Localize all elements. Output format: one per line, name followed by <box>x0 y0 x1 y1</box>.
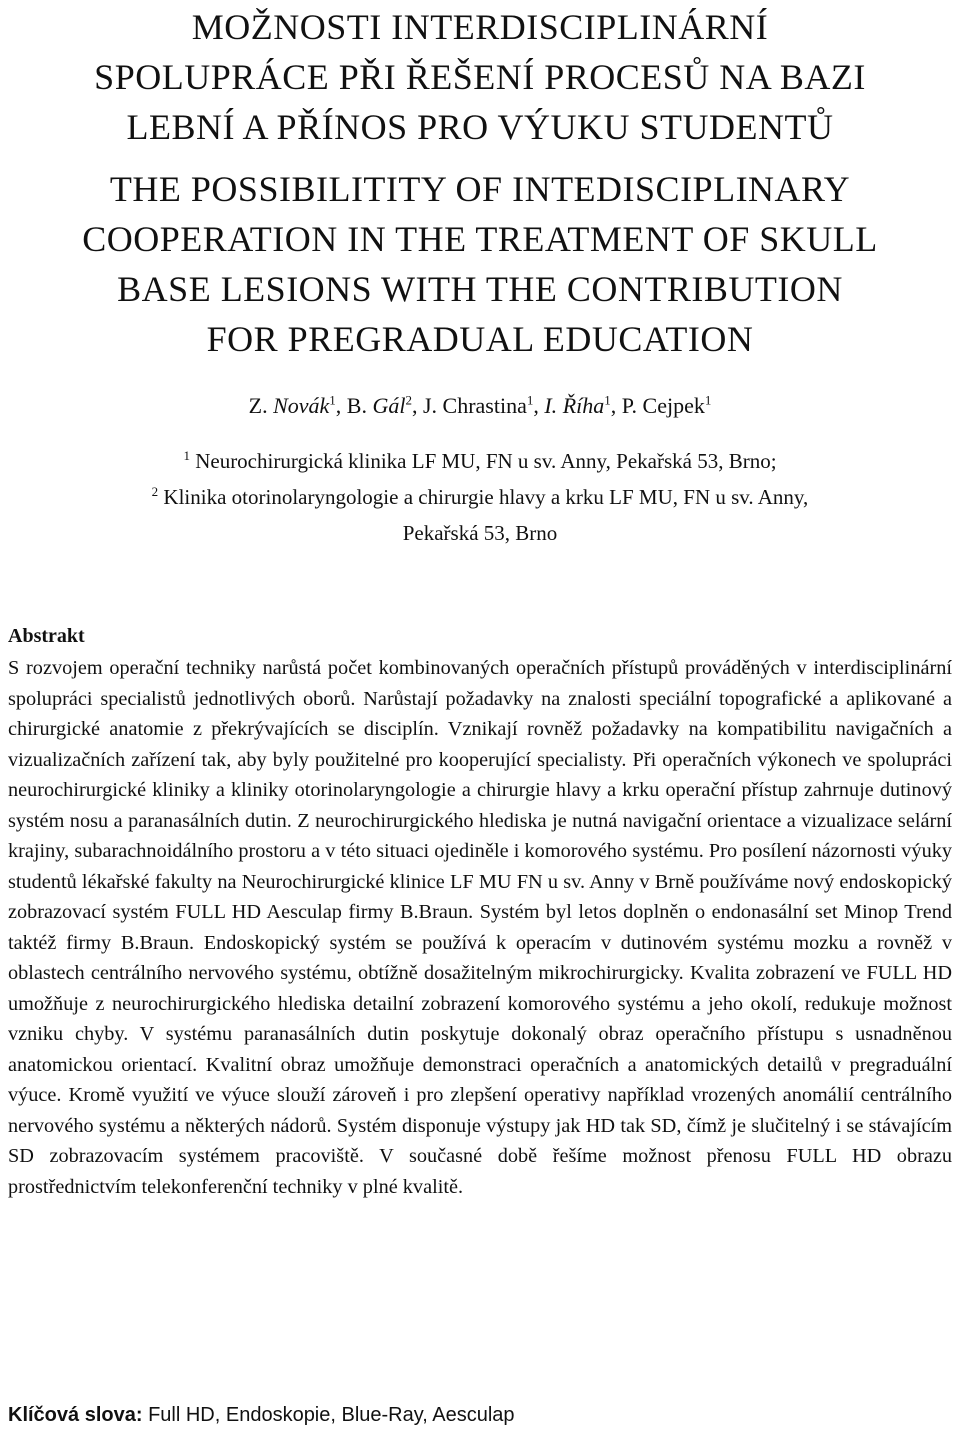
title-english <box>0 164 960 364</box>
title-czech-line: LEBNÍ A PŘÍNOS PRO VÝUKU STUDENTŮ <box>126 107 834 147</box>
author: J. Chrastina$^1$ <box>422 392 534 418</box>
affiliation-2: $^2$ Klinika otorinolaryngologie a chirurgie hlavy a krku LF MU, FN u sv. Anny, <box>151 484 809 509</box>
affiliation-1: $^1$ Neurochirurgická klinika LF MU, FN u sv. Anny, Pekařská 53, Brno; <box>183 448 777 473</box>
title-czech-line: MOŽNOSTI INTERDISCIPLINÁRNÍ <box>191 7 769 47</box>
keywords-value: Full HD, Endoskopie, Blue-Ray, Aesculap <box>142 1404 515 1426</box>
abstract-heading: Abstrakt <box>8 625 85 647</box>
keywords <box>8 1401 515 1429</box>
abstract-text: S rozvojem operační techniky narůstá počet kombinovaných operačních přístupů prováděných v interdisciplinární spolupráci specialistů jednotlivých oborů. Narůstají požadavky na znalosti speciální topografické a aplikované a chirurgické anatomie z překrývajících se disciplín. Vznikají rovněž požadavky na kompatibilitu navigačních a vizualizačních zařízení tak, aby byly použitelné pro kooperující specialisty. Při operačních výkonech ve spolupráci neurochirurgické kliniky a kliniky otorinolaryngologie a chirurgie hlavy a krku operační přístup zahrnuje dutinový systém nosu a paranasálních dutin. Z neurochirurgického hlediska je nutná navigační orientace a vizualizace selární krajiny, subarachnoidálního prostoru a v této situaci ojediněle i komorového systému. Pro posílení názornosti výuky studentů lékařské fakulty na Neurochirurgické klinice LF MU FN u sv. Anny v Brně používáme nový endoskopický zobrazovací systém FULL HD Aesculap firmy B.Braun. Systém byl letos doplněn o endonasální set Minop Trend taktéž firmy B.Braun. Endoskopický systém se používá k operacím v dutinovém systému mozku a rovněž v oblastech centrálního nervového systému, obtížně dosažitelným mikrochirurgicky. Kvalita zobrazení ve FULL HD umožňuje z neurochirurgického hlediska detailní zobrazení komorového systému a jeho okolí, redukuje možnost vzniku chyby. V systému paranasálních dutin poskytuje dokonalý obraz operačního přístupu s usnadněnou anatomickou orientací. Kvalitní obraz umožňuje demonstraci operačních a anatomických detailů v pregraduální výuce. Kromě využití ve výuce slouží zároveň i pro zlepšení operativy například vrozených anomálií centrálního nervového systému a některých nádorů. Systém disponuje výstupy jak HD tak SD, čímž je slučitelný i se stávajícím SD zobrazovacím systémem pracoviště. V současné době řešíme možnost přenosu FULL HD obrazu prostřednictvím telekonferenční techniky v plné kvalitě. <box>8 657 952 1198</box>
affiliations <box>0 443 960 551</box>
title-english-line: COOPERATION IN THE TREATMENT OF SKULL <box>82 219 878 259</box>
title-czech-line: SPOLUPRÁCE PŘI ŘEŠENÍ PROCESŮ NA BAZI <box>94 57 866 97</box>
author: I. Říha$^1$ <box>544 392 611 418</box>
author: B. Gál$^2$ <box>346 392 412 418</box>
affiliation-2-continued: Pekařská 53, Brno <box>402 521 558 545</box>
keywords-label: Klíčová slova: <box>8 1404 143 1426</box>
title-czech <box>0 2 960 152</box>
title-english-line: FOR PREGRADUAL EDUCATION <box>206 319 754 359</box>
author: Z. Novák$^1$ <box>248 392 336 418</box>
author: P. Cejpek$^1$ <box>621 392 712 418</box>
title-english-line: BASE LESIONS WITH THE CONTRIBUTION <box>117 269 843 309</box>
title-english-line: THE POSSIBILITITY OF INTEDISCIPLINARY <box>109 169 851 209</box>
author-list: Z. Novák$^1$, B. Gál$^2$, J. Chrastina$^1$, I. Říha$^1$, P. Cejpek$^1$ <box>248 392 712 418</box>
